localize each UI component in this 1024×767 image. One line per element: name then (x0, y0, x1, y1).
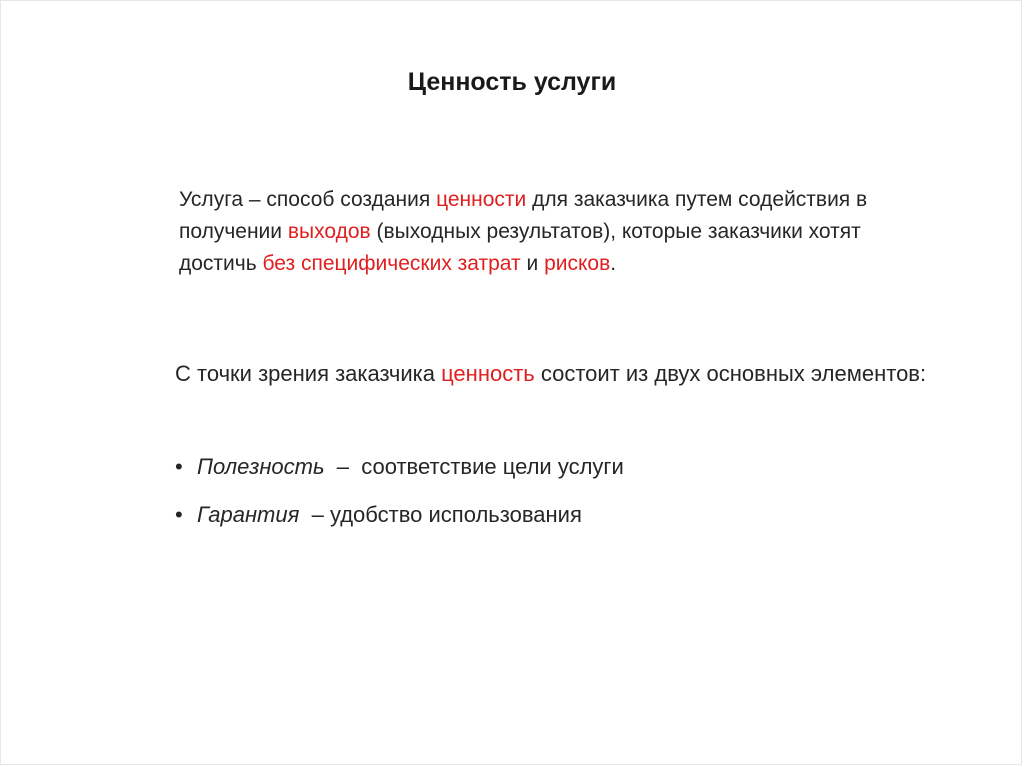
definition-text: Услуга – способ создания (179, 188, 437, 211)
highlight-outputs: выходов (287, 220, 371, 243)
intro-text: состоит из двух основных элементов: (534, 361, 927, 386)
definition-paragraph (179, 184, 919, 280)
definition-text: и (520, 252, 545, 275)
definition-text: (выходных результатов), которые заказчики хотят достичь (179, 220, 861, 275)
slide-title: Ценность услуги (407, 68, 617, 96)
bullet-item-usefulness (175, 454, 935, 502)
intro-text: С точки зрения заказчика (175, 361, 442, 386)
highlight-costs: без специфических затрат (262, 252, 521, 275)
bullet-item-warranty (175, 502, 935, 550)
highlight-risks: рисков (544, 252, 611, 275)
bullet-icon: • (175, 502, 183, 527)
bullet-list (175, 454, 935, 550)
bullet-icon: • (175, 454, 183, 479)
highlight-value: ценность (441, 361, 535, 386)
bullet-description: – соответствие цели услуги (324, 454, 624, 479)
bullet-term: Полезность (197, 454, 325, 479)
intro-paragraph (175, 356, 935, 391)
definition-text: для заказчика путем содействия в получении (179, 188, 868, 243)
highlight-value: ценности (436, 188, 527, 211)
bullet-description: – удобство использования (299, 502, 582, 527)
definition-text: . (610, 252, 617, 275)
bullet-term: Гарантия (197, 502, 300, 527)
